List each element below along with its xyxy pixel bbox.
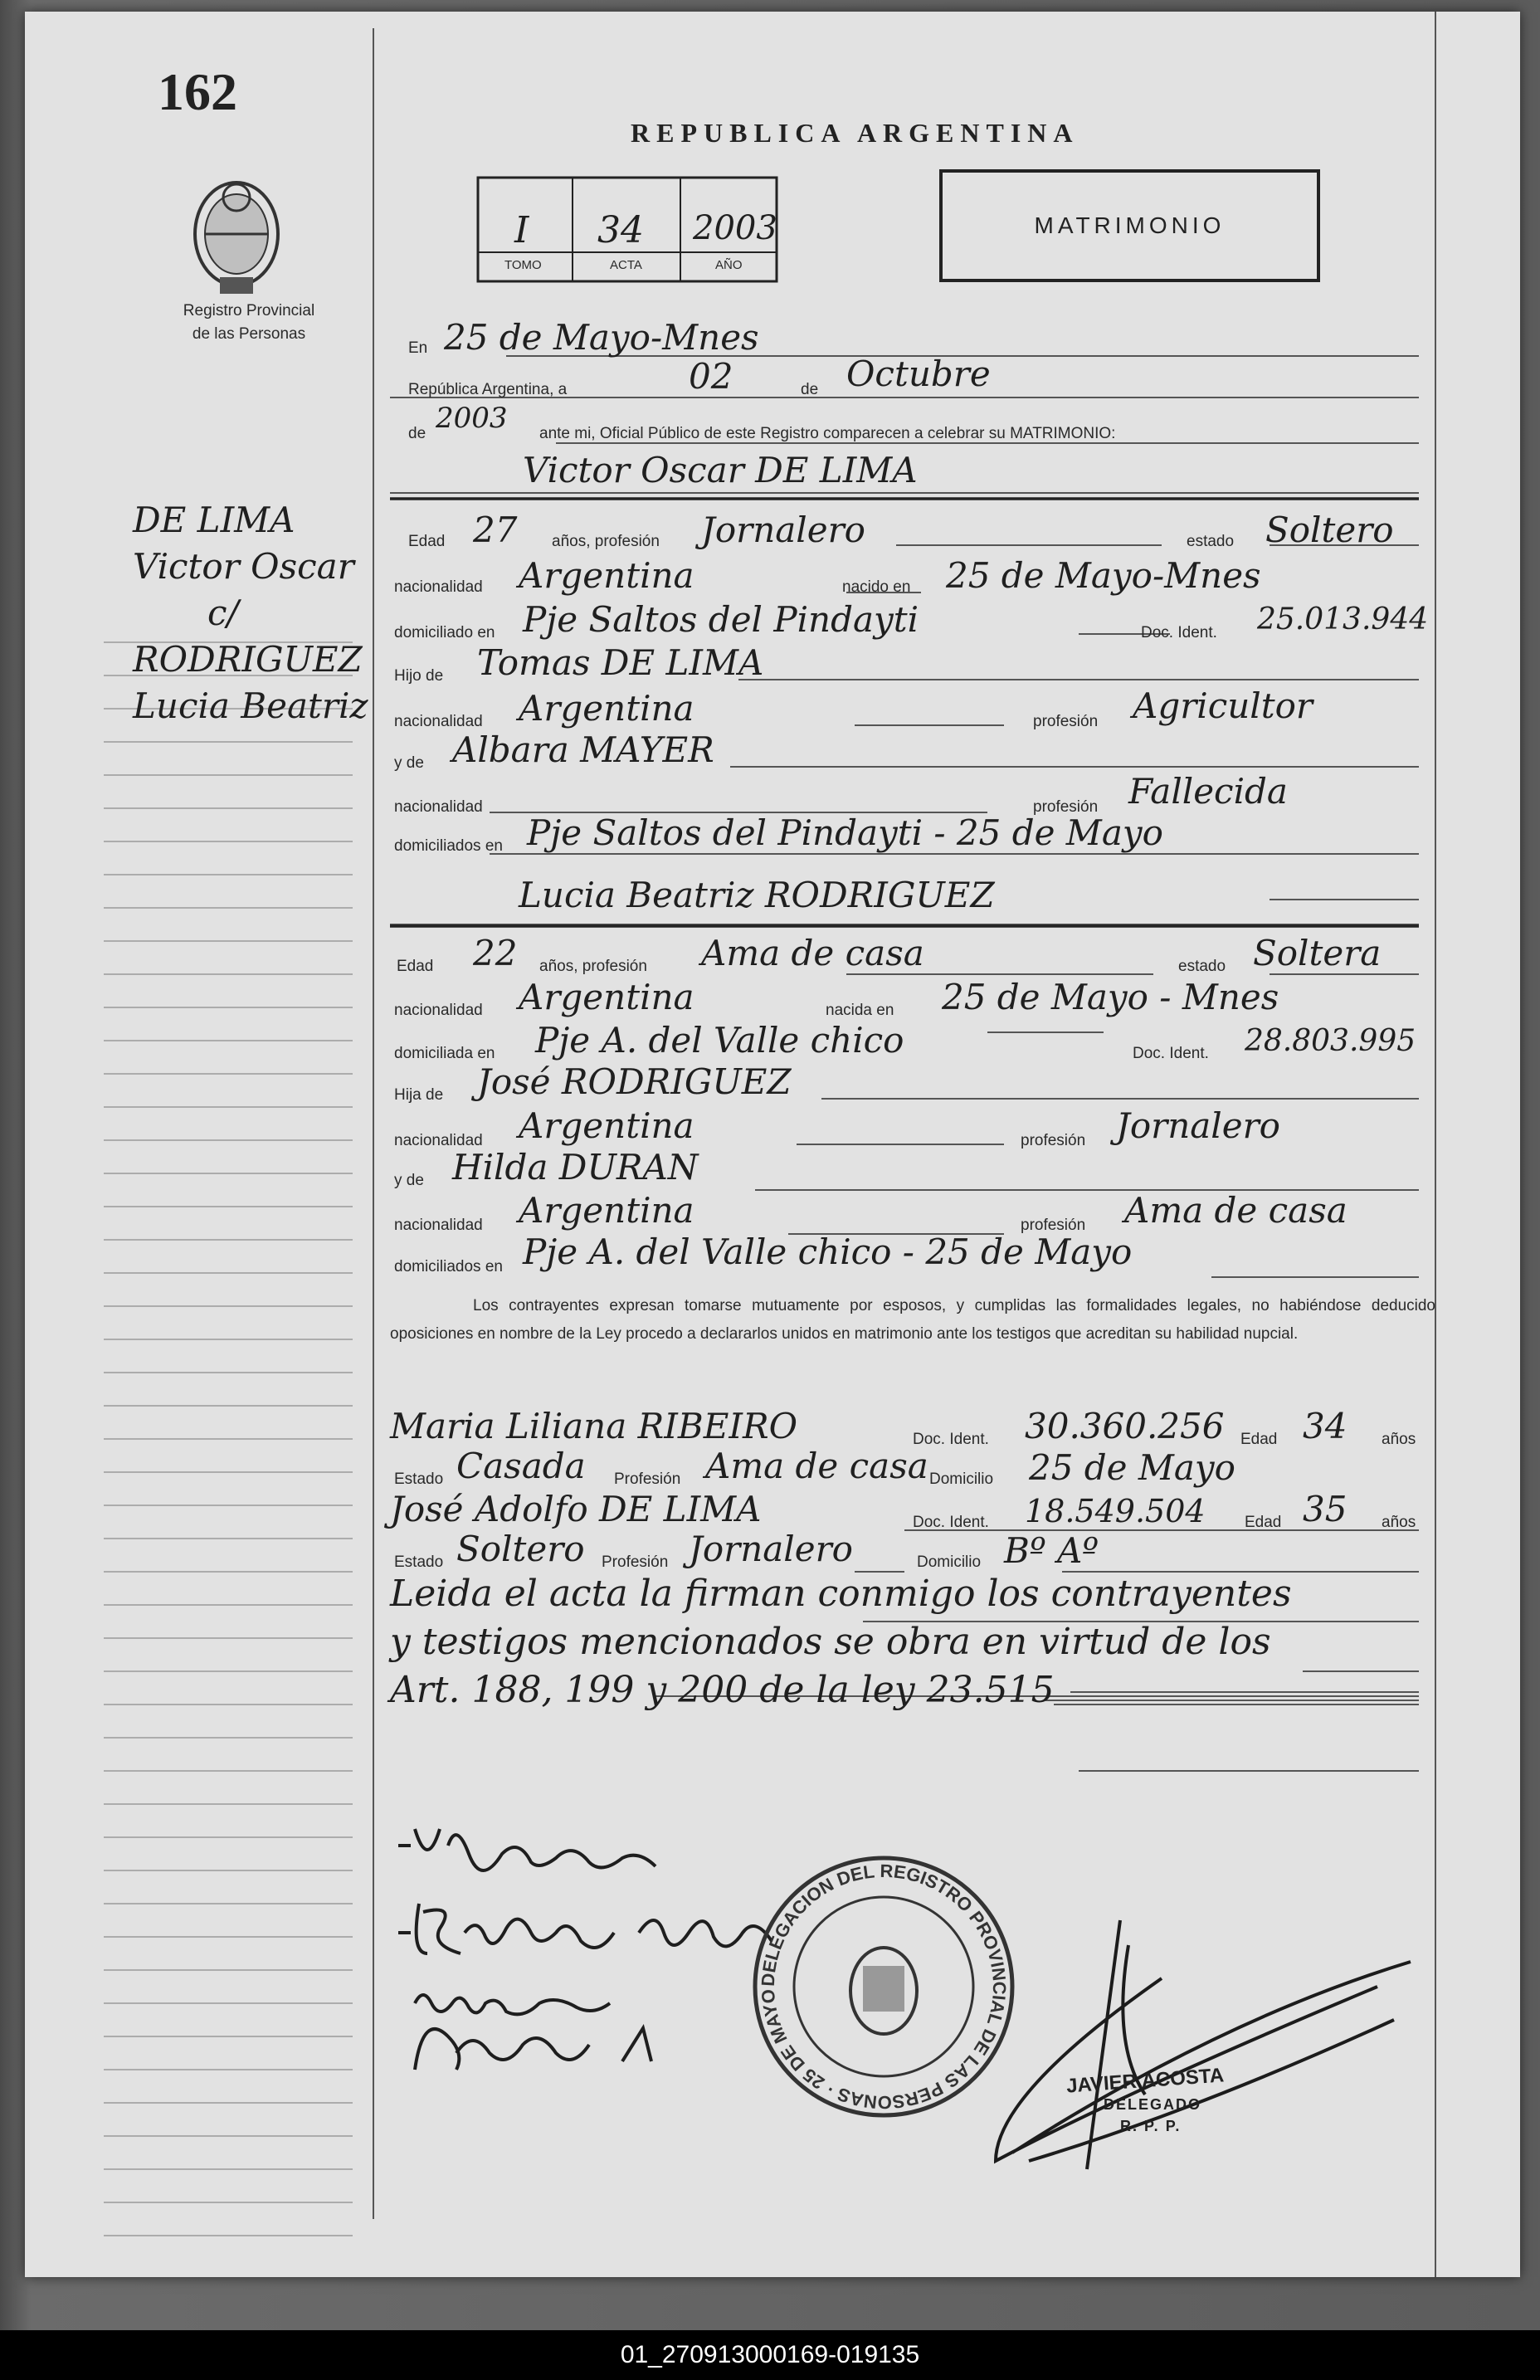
bride-father-prof-label: profesión — [1021, 1132, 1086, 1149]
closing-note-line2: y testigos mencionados se obra en virtud de los — [390, 1621, 1271, 1663]
witness1-name: Maria Liliana RIBEIRO — [390, 1406, 797, 1446]
witness1-domicile: 25 de Mayo — [1029, 1447, 1235, 1488]
groom-nationality: Argentina — [519, 555, 694, 596]
ano-label: AÑO — [715, 258, 743, 272]
margin-note-name: Victor Oscar — [133, 546, 354, 587]
act-year: 2003 — [436, 402, 508, 435]
groom-estado: Soltero — [1265, 510, 1394, 550]
groom-name: Victor Oscar DE LIMA — [523, 450, 918, 490]
en-label: En — [408, 339, 428, 357]
closing-note — [390, 1570, 1292, 1714]
de2-label: de — [408, 425, 426, 442]
de-label: de — [801, 381, 819, 398]
official-name: JAVIER ACOSTA — [1065, 2064, 1225, 2098]
witness2-dom-label: Domicilio — [917, 1553, 982, 1571]
witness2-name: José Adolfo DE LIMA — [390, 1489, 762, 1529]
bride-domicile: Pje A. del Valle chico — [535, 1020, 904, 1061]
bride-father-nat: Argentina — [519, 1105, 694, 1146]
bride-edad-label: Edad — [397, 958, 434, 975]
registry-name-line1: Registro Provincial — [183, 302, 315, 319]
witness1-doc: 30.360.256 — [1025, 1406, 1225, 1446]
groom-father-prof: Agricultor — [1133, 685, 1313, 726]
closing-note-line1: Leida el acta la firman conmigo los contrayentes — [390, 1573, 1292, 1615]
bride-doms-label: domiciliados en — [394, 1258, 503, 1275]
bride-name: Lucia Beatriz RODRIGUEZ — [519, 875, 995, 915]
groom-anios-label: años, profesión — [552, 533, 660, 550]
rep-label: República Argentina, a — [408, 381, 568, 398]
witness2-doc-label: Doc. Ident. — [913, 1514, 989, 1531]
groom-father-prof-label: profesión — [1033, 713, 1099, 730]
groom-hijo-label: Hijo de — [394, 667, 444, 685]
bride-anios-label: años, profesión — [539, 958, 647, 975]
registry-name-line2: de las Personas — [192, 325, 306, 343]
witness2-estado: Soltero — [456, 1529, 585, 1569]
witness2-estado-label: Estado — [394, 1553, 444, 1571]
margin-note-conector: c/ — [207, 593, 239, 633]
bride-father: José RODRIGUEZ — [477, 1061, 792, 1102]
bride-nationality: Argentina — [519, 977, 694, 1017]
groom-doc: 25.013.944 — [1257, 602, 1429, 636]
witness1-estado-label: Estado — [394, 1470, 444, 1488]
bride-nac-label: nacionalidad — [394, 1002, 483, 1019]
witness2-age: 35 — [1303, 1489, 1348, 1529]
tomo-label: TOMO — [504, 258, 542, 272]
groom-edad-label: Edad — [408, 533, 446, 550]
bride-parents-domicile: Pje A. del Valle chico - 25 de Mayo — [523, 1231, 1133, 1272]
act-type-box: MATRIMONIO — [1034, 212, 1226, 238]
groom-yde-label: y de — [394, 754, 424, 772]
official-sub: R. P. P. — [1120, 2118, 1182, 2134]
groom-dom-label: domiciliado en — [394, 624, 495, 641]
groom-father-nat: Argentina — [519, 688, 694, 729]
ano-value: 2003 — [693, 209, 777, 247]
bride-hija-label: Hija de — [394, 1086, 444, 1104]
bride-dom-label: domiciliada en — [394, 1045, 495, 1062]
witness1-prof-label: Profesión — [614, 1470, 681, 1488]
coat-of-arms-icon — [183, 169, 290, 302]
bride-mother-prof: Ama de casa — [1124, 1190, 1348, 1231]
bride-doc: 28.803.995 — [1245, 1024, 1416, 1058]
bride-mother-nac-label: nacionalidad — [394, 1217, 483, 1234]
margin-note — [133, 497, 368, 729]
bride-profession: Ama de casa — [701, 933, 924, 973]
compare-label: ante mi, Oficial Público de este Registro comparecen a celebrar su MATRIMONIO: — [539, 425, 1116, 442]
witness2-doc: 18.549.504 — [1025, 1493, 1206, 1529]
witness1-estado: Casada — [456, 1446, 586, 1486]
bride-father-nac-label: nacionalidad — [394, 1132, 483, 1149]
official-title: DELEGADO — [1104, 2096, 1202, 2113]
bride-mother-nat: Argentina — [519, 1190, 694, 1231]
tomo-value: I — [514, 209, 529, 251]
page-number: 162 — [158, 62, 237, 121]
groom-mother-prof-label: profesión — [1033, 798, 1099, 816]
witness2-prof-label: Profesión — [602, 1553, 669, 1571]
groom-father: Tomas DE LIMA — [477, 642, 764, 683]
groom-father-nac-label: nacionalidad — [394, 713, 483, 730]
groom-age: 27 — [473, 510, 518, 550]
bride-mother: Hilda DURAN — [452, 1147, 699, 1188]
groom-profession: Jornalero — [701, 510, 865, 550]
margin-note-surname: DE LIMA — [133, 500, 295, 540]
bride-yde-label: y de — [394, 1172, 424, 1189]
witness1-profession: Ama de casa — [705, 1446, 928, 1486]
groom-domicile: Pje Saltos del Pindayti — [523, 599, 919, 640]
witness2-profession: Jornalero — [689, 1529, 853, 1569]
witness1-edad-label: Edad — [1240, 1431, 1278, 1448]
witness1-dom-label: Domicilio — [929, 1470, 994, 1488]
act-day: 02 — [689, 356, 733, 397]
stamp-text: DELEGACION DEL REGISTRO PROVINCIAL DE LAS PERSONAS · 25 DE MAYO — [757, 1860, 1011, 2114]
groom-estado-label: estado — [1187, 533, 1235, 550]
bride-birthplace: 25 de Mayo - Mnes — [942, 977, 1279, 1017]
bride-estado: Soltera — [1253, 933, 1382, 973]
bride-nacida-label: nacida en — [826, 1002, 894, 1019]
acta-value: 34 — [597, 209, 644, 251]
witness2-anios-label: años — [1382, 1514, 1416, 1531]
bride-estado-label: estado — [1178, 958, 1226, 975]
signature-official — [929, 1912, 1419, 2194]
bride-age: 22 — [473, 933, 518, 973]
witness2-domicile: Bº Aº — [1004, 1530, 1099, 1571]
witness1-anios-label: años — [1382, 1431, 1416, 1448]
act-month: Octubre — [846, 354, 991, 394]
groom-mother-nac-label: nacionalidad — [394, 798, 483, 816]
signature-groom — [390, 1812, 689, 1887]
witness1-doc-label: Doc. Ident. — [913, 1431, 989, 1448]
groom-nac-label: nacionalidad — [394, 578, 483, 596]
acta-label: ACTA — [610, 258, 642, 272]
groom-doms-label: domiciliados en — [394, 837, 503, 855]
act-place: 25 de Mayo-Mnes — [444, 317, 759, 358]
groom-mother: Albara MAYER — [452, 729, 714, 770]
bride-mother-prof-label: profesión — [1021, 1217, 1086, 1234]
bride-father-prof: Jornalero — [1116, 1105, 1280, 1146]
margin-note-name2: Lucia Beatriz — [133, 685, 368, 726]
filename-caption: 01_270913000169-019135 — [0, 2330, 1540, 2380]
groom-birthplace: 25 de Mayo-Mnes — [946, 555, 1261, 596]
groom-doc-label: Doc. Ident. — [1141, 624, 1217, 641]
register-page — [25, 12, 1520, 2277]
country-header: REPUBLICA ARGENTINA — [631, 118, 1079, 148]
margin-ruling — [104, 642, 353, 2236]
witness1-age: 34 — [1303, 1406, 1348, 1446]
bride-doc-label: Doc. Ident. — [1133, 1045, 1209, 1062]
legal-paragraph: Los contrayentes expresan tomarse mutuamente por esposos, y cumplidas las formalidades legales, no habiéndose deducido oposiciones en nombre de la Ley procedo a declararlos unidos en matrimonio ante los testigos que acreditan su habilidad nupcial. — [390, 1297, 1435, 1343]
closing-note-line3: Art. 188, 199 y 200 de la ley 23.515 — [390, 1669, 1055, 1711]
groom-mother-prof: Fallecida — [1128, 771, 1288, 812]
signature-witnesses — [390, 1978, 672, 2095]
witness2-edad-label: Edad — [1245, 1514, 1282, 1531]
groom-nacido-label: nacido en — [842, 578, 911, 596]
margin-note-surname2: RODRIGUEZ — [133, 639, 363, 680]
groom-parents-domicile: Pje Saltos del Pindayti - 25 de Mayo — [527, 812, 1163, 853]
